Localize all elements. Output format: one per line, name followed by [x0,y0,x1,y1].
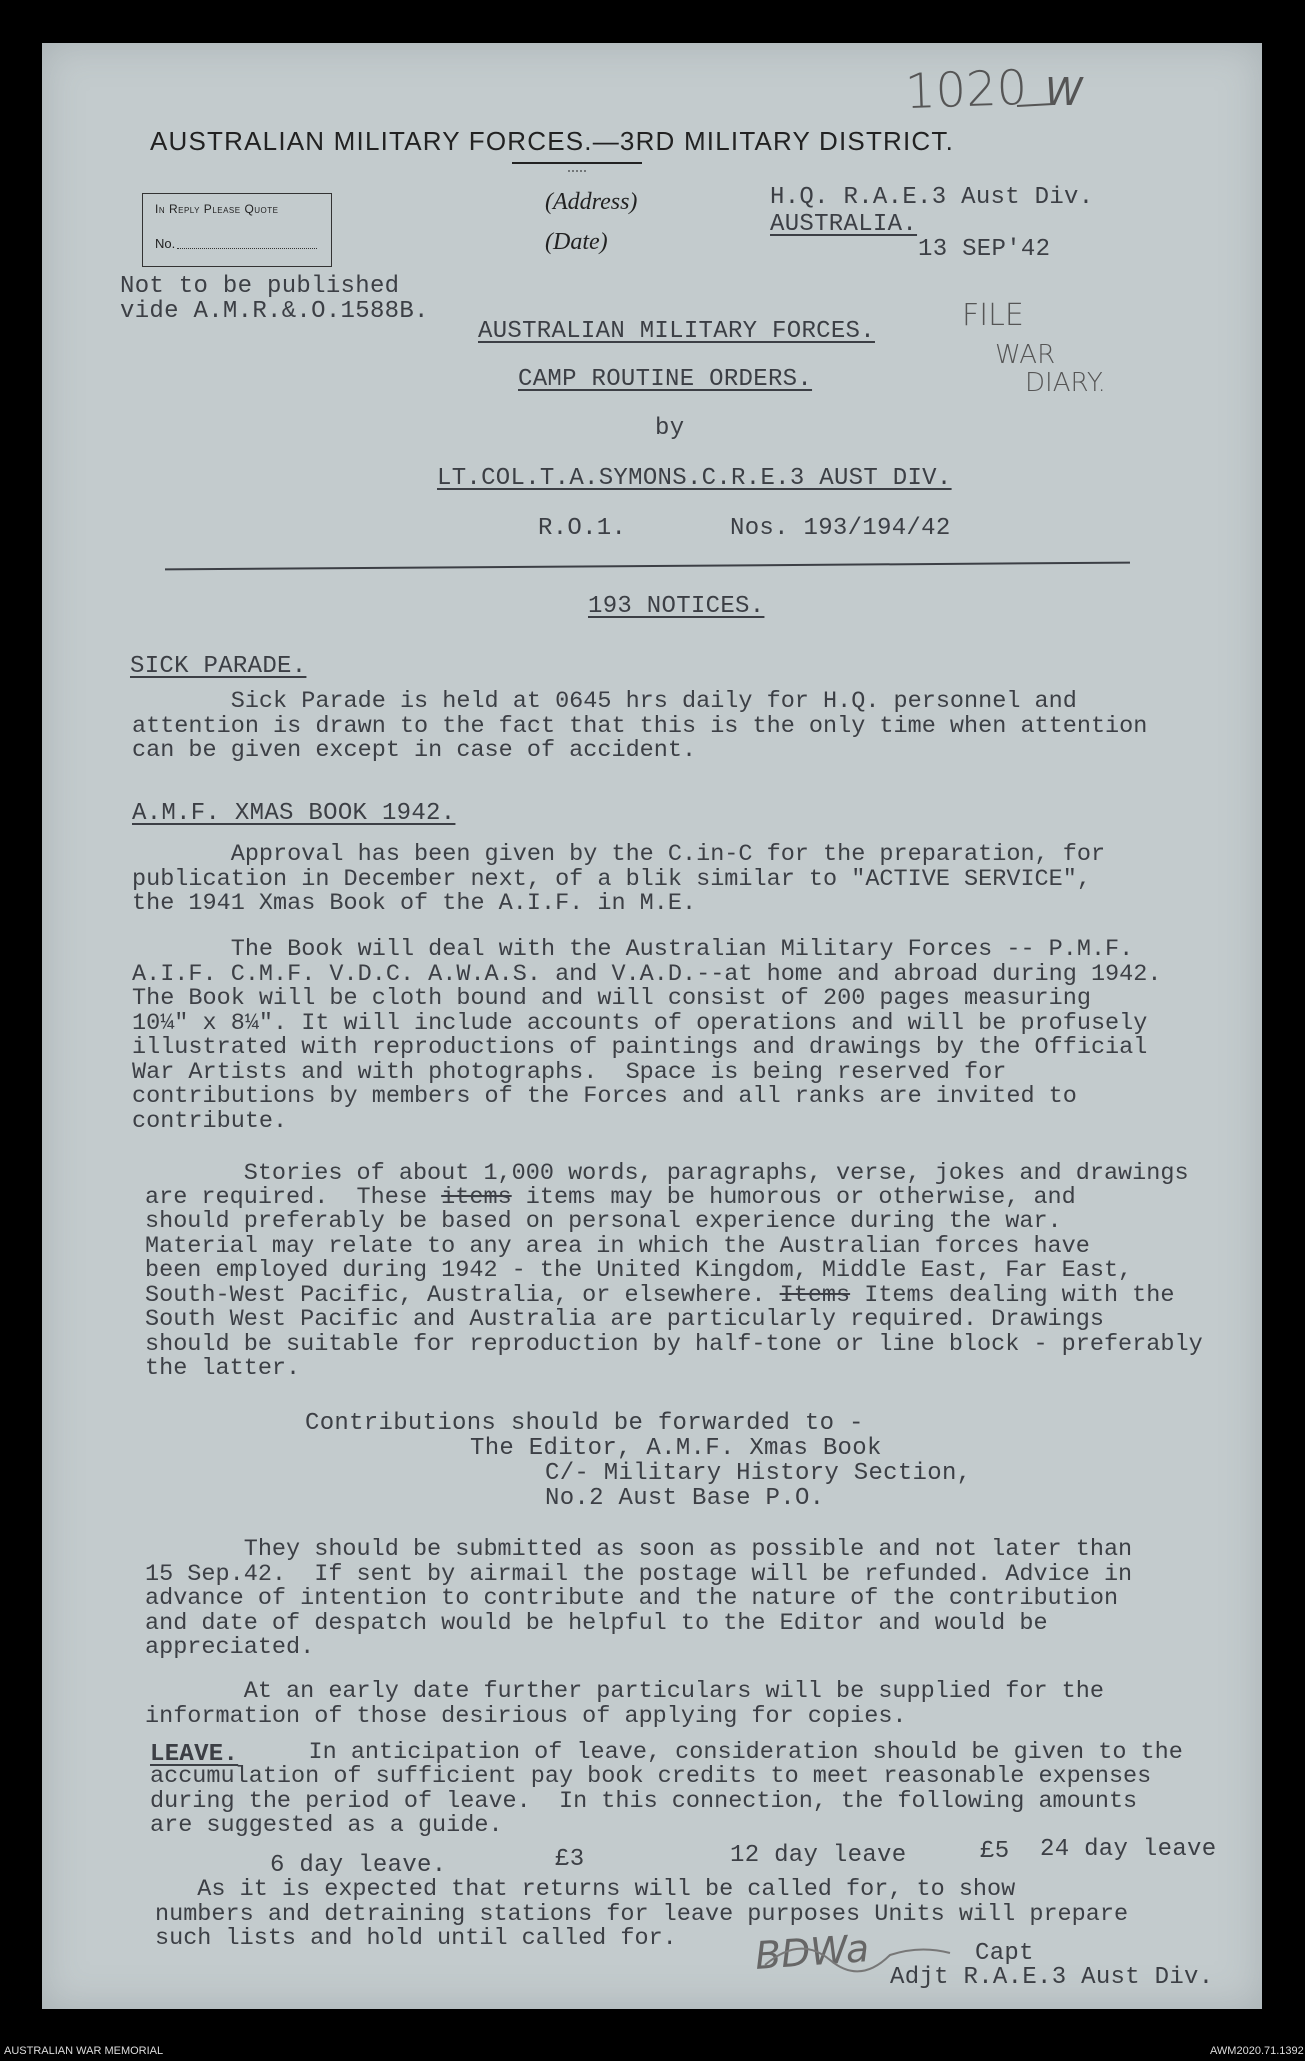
xmas-book-paragraph-4: They should be submitted as soon as possible and not later than 15 Sep.42. If sent by airmail the postage will be refunded. Advice in advance of intention to contribute and the nature of the contribution and date of despatch would be helpful to the Editor and would be appreciated. [145,1536,1133,1661]
line-text: are required. These [145,1184,442,1211]
footer-right: AWM2020.71.1392 [1210,2045,1304,2057]
contributions-address-3: No.2 Aust Base P.O. [545,1485,825,1512]
line-text: South-West Pacific, Australia, or elsewhere. [145,1282,780,1309]
xmas-book-paragraph-2: The Book will deal with the Australian Military Forces -- P.M.F. A.I.F. C.M.F. V.D.C. A.W.A.S. and V.A.D.--at home and abroad during 1942. The Book will be cloth bound and will consist of 200 pages measuring 10¼" x 8¼". It will include accounts of operations and will be profusely illustrated with reproductions of paintings and drawings by the Official War Artists and with photographs. Space is being reserved for contributions by members of the Forces and all ranks are invited to contribute. [132,936,1162,1135]
handwritten-reference-number: 1020 [904,59,1029,121]
leave-paragraph: accumulation of sufficient pay book credits to meet reasonable expenses during the period of leave. In this connection, the following amounts are suggested as a guide. [150,1763,1152,1839]
xmas-book-paragraph-3-line1: Stories of about 1,000 words, paragraphs, verse, jokes and drawings [145,1160,1189,1187]
line-text: Items dealing with the [850,1282,1175,1309]
order-numbers: Nos. 193/194/42 [730,515,951,542]
line-text: items may be humorous or otherwise, and [511,1184,1076,1211]
hq-country: AUSTRALIA. [770,211,918,238]
xmas-book-paragraph-1: Approval has been given by the C.in-C for the preparation, for publication in December next, of a blik similar to "ACTIVE SERVICE", the 1941 Xmas Book of the A.I.F. in M.E. [132,841,1106,917]
xmas-book-paragraph-3-line6 [145,1284,1174,1309]
sick-parade-text: Sick Parade is held at 0645 hrs daily for H.Q. personnel and attention is drawn to the fact that this is the only time when attention can be given except in case of accident. [132,688,1148,764]
handwritten-file-note-3: DIARY. [1025,368,1106,398]
xmas-book-paragraph-3-body: should preferably be based on personal experience during the war. Material may relate to any area in which the Australian forces have been employed during 1942 - the United Kingdom, Middle East, Far East, [145,1208,1133,1284]
letterhead-rule [512,160,642,174]
sick-parade-heading: SICK PARADE. [130,653,307,680]
doc-type-heading: CAMP ROUTINE ORDERS. [518,366,813,393]
footer-left: AUSTRALIAN WAR MEMORIAL [4,2045,164,2057]
date-label: (Date) [545,229,608,255]
leave-amount-12day: £5 [980,1838,1010,1865]
order-date: 13 SEP'42 [918,236,1051,263]
hq-address: H.Q. R.A.E.3 Aust Div. [770,184,1094,211]
xmas-book-paragraph-3-end: South West Pacific and Australia are particularly required. Drawings should be suitable for reproduction by half-tone or line block - preferably the latter. [145,1306,1203,1382]
reply-box [142,193,332,267]
struck-text: Items [779,1282,851,1309]
leave-rate-12day: 12 day leave [730,1842,907,1869]
leave-paragraph-2: As it is expected that returns will be called for, to show numbers and detraining stations for leave purposes Units will prepare such lists and hold until called for. [155,1876,1129,1952]
handwritten-file-note-1: FILE [962,298,1024,333]
struck-text: items [441,1184,512,1211]
address-label: (Address) [545,189,638,215]
xmas-book-paragraph-5: At an early date further particulars will be supplied for the information of those desirious of applying for copies. [145,1678,1104,1730]
reply-number-label: No. [155,236,176,251]
leave-rate-24day: 24 day leave [1040,1836,1217,1863]
handwritten-underline-mark [1015,100,1055,110]
contributions-address-2: C/- Military History Section, [545,1460,972,1487]
leave-amount-6day: £3 [555,1846,585,1873]
leave-rate-6day: 6 day leave. [270,1852,447,1879]
reply-label: In Reply Please Quote [155,202,279,216]
contributions-intro: Contributions should be forwarded to - [305,1410,864,1437]
not-published-note-line2: vide A.M.R.&.O.1588B. [120,298,429,325]
signoff-title: Adjt R.A.E.3 Aust Div. [890,1964,1214,1991]
not-published-note-line1: Not to be published [120,273,400,300]
handwritten-initials: W [1045,70,1083,114]
notices-heading: 193 NOTICES. [588,593,765,620]
reply-number-dots [177,248,317,249]
by-label: by [655,415,685,442]
letterhead-title: AUSTRALIAN MILITARY FORCES.—3RD MILITARY DISTRICT. [150,126,955,156]
signature: BDWa [753,1926,871,1978]
leave-heading: LEAVE. [150,1741,239,1768]
xmas-book-heading: A.M.F. XMAS BOOK 1942. [132,800,456,827]
officer-name: LT.COL.T.A.SYMONS.C.R.E.3 AUST DIV. [437,465,952,492]
handwritten-file-note-2: WAR [995,340,1056,370]
contributions-address-1: The Editor, A.M.F. Xmas Book [470,1435,882,1462]
order-ref: R.O.1. [538,515,627,542]
xmas-book-paragraph-3-line2 [145,1186,1076,1211]
org-heading: AUSTRALIAN MILITARY FORCES. [478,318,875,345]
leave-paragraph-line1: In anticipation of leave, consideration should be given to the [238,1739,1183,1766]
signoff-rank: Capt [975,1940,1034,1967]
